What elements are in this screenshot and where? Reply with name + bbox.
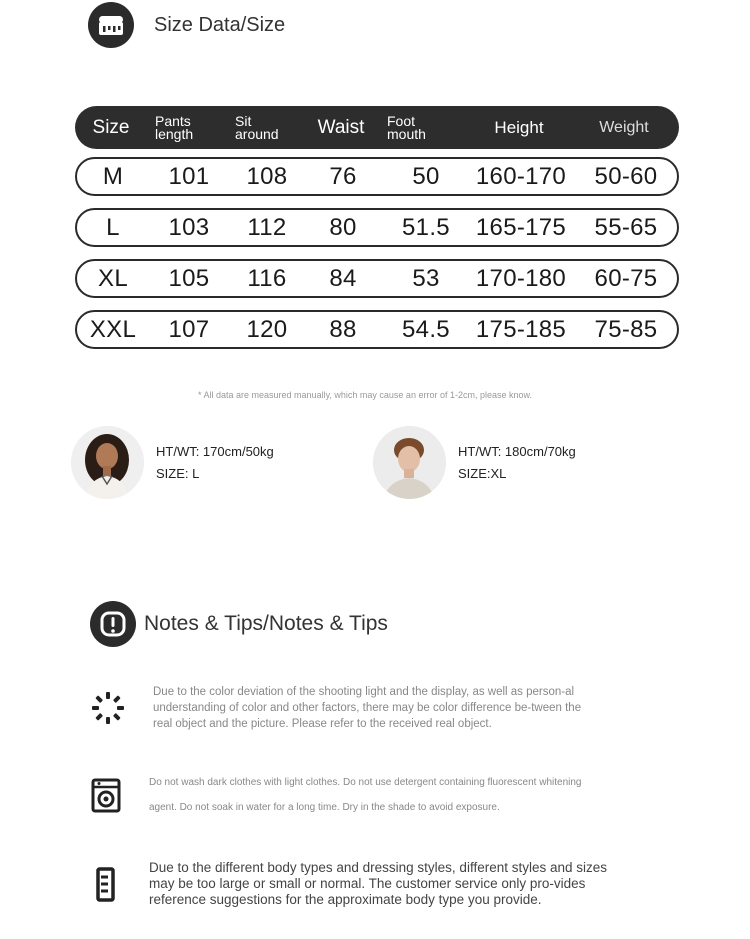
ruler-tape-icon <box>88 2 134 48</box>
header-size: Size <box>92 116 130 138</box>
cell-waist: 88 <box>329 315 357 343</box>
tip-color-deviation <box>90 684 603 732</box>
cell-height: 175-185 <box>475 315 567 343</box>
cell-sit-around: 120 <box>246 315 288 343</box>
cell-foot-mouth: 51.5 <box>402 213 450 241</box>
header-foot-mouth: Foot mouth <box>387 112 426 142</box>
model-info <box>156 441 274 485</box>
notes-tips-heading <box>90 601 388 647</box>
cell-weight: 55-65 <box>594 213 658 241</box>
ruler-icon <box>88 866 124 902</box>
alert-icon <box>90 601 136 647</box>
cell-sit-around: 116 <box>247 264 287 292</box>
size-row-m <box>75 157 679 196</box>
cell-pants-length: 101 <box>168 162 210 190</box>
avatar <box>373 426 446 499</box>
cell-pants-length: 107 <box>168 315 210 343</box>
model-height-weight: HT/WT: 180cm/70kg <box>458 443 576 459</box>
cell-size: M <box>102 162 124 190</box>
cell-waist: 76 <box>329 162 357 190</box>
cell-sit-around: 108 <box>246 162 288 190</box>
notes-tips-title: Notes & Tips/Notes & Tips <box>144 612 388 635</box>
header-sit-around: Sit around <box>235 112 279 142</box>
measurement-disclaimer: * All data are measured manually, which may cause an error of 1-2cm, please know. <box>198 390 532 400</box>
model-card-female <box>71 426 274 499</box>
cell-waist: 80 <box>329 213 357 241</box>
tip-washing <box>88 770 599 820</box>
header-pants-length: Pants length <box>155 112 194 142</box>
cell-weight: 75-85 <box>594 315 658 343</box>
size-table-header <box>75 106 679 149</box>
model-card-male <box>373 426 576 499</box>
tip-text: Due to the different body types and dressing styles, different styles and sizes may be too large or small or normal. The customer service only pro-vides reference suggestions for the approximate body type you provide. <box>149 860 608 907</box>
model-height-weight: HT/WT: 170cm/50kg <box>156 443 274 459</box>
cell-sit-around: 112 <box>247 213 287 241</box>
size-table <box>75 106 679 361</box>
avatar <box>71 426 144 499</box>
washing-machine-icon <box>88 777 124 813</box>
cell-height: 170-180 <box>475 264 567 292</box>
cell-foot-mouth: 53 <box>412 264 440 292</box>
cell-weight: 50-60 <box>594 162 658 190</box>
tip-body-type <box>88 860 624 908</box>
size-row-l <box>75 208 679 247</box>
size-row-xxl <box>75 310 679 349</box>
cell-height: 160-170 <box>475 162 567 190</box>
cell-weight: 60-75 <box>594 264 658 292</box>
cell-pants-length: 105 <box>168 264 210 292</box>
cell-waist: 84 <box>329 264 357 292</box>
cell-size: XXL <box>89 315 137 343</box>
cell-foot-mouth: 50 <box>412 162 440 190</box>
size-row-xl <box>75 259 679 298</box>
model-info <box>458 441 576 485</box>
cell-foot-mouth: 54.5 <box>402 315 450 343</box>
size-data-heading <box>88 2 285 48</box>
cell-size: XL <box>98 264 128 292</box>
color-wheel-icon <box>90 690 126 726</box>
header-waist: Waist <box>317 116 365 138</box>
model-size: SIZE: L <box>156 465 200 481</box>
cell-pants-length: 103 <box>168 213 210 241</box>
model-size: SIZE:XL <box>458 465 507 481</box>
tip-text: Do not wash dark clothes with light clothes. Do not use detergent containing fluorescent whitening agent. Do not soak in water for a long time. Dry in the shade to avoid exposure. <box>149 777 582 813</box>
cell-height: 165-175 <box>475 213 567 241</box>
header-weight: Weight <box>599 118 649 136</box>
cell-size: L <box>106 213 120 241</box>
header-height: Height <box>494 117 544 137</box>
tip-text: Due to the color deviation of the shooting light and the display, as well as person-al understanding of color and other factors, there may be color difference be-tween the real object and the picture. Please refer to the received real object. <box>153 686 582 730</box>
size-data-title: Size Data/Size <box>154 13 286 36</box>
